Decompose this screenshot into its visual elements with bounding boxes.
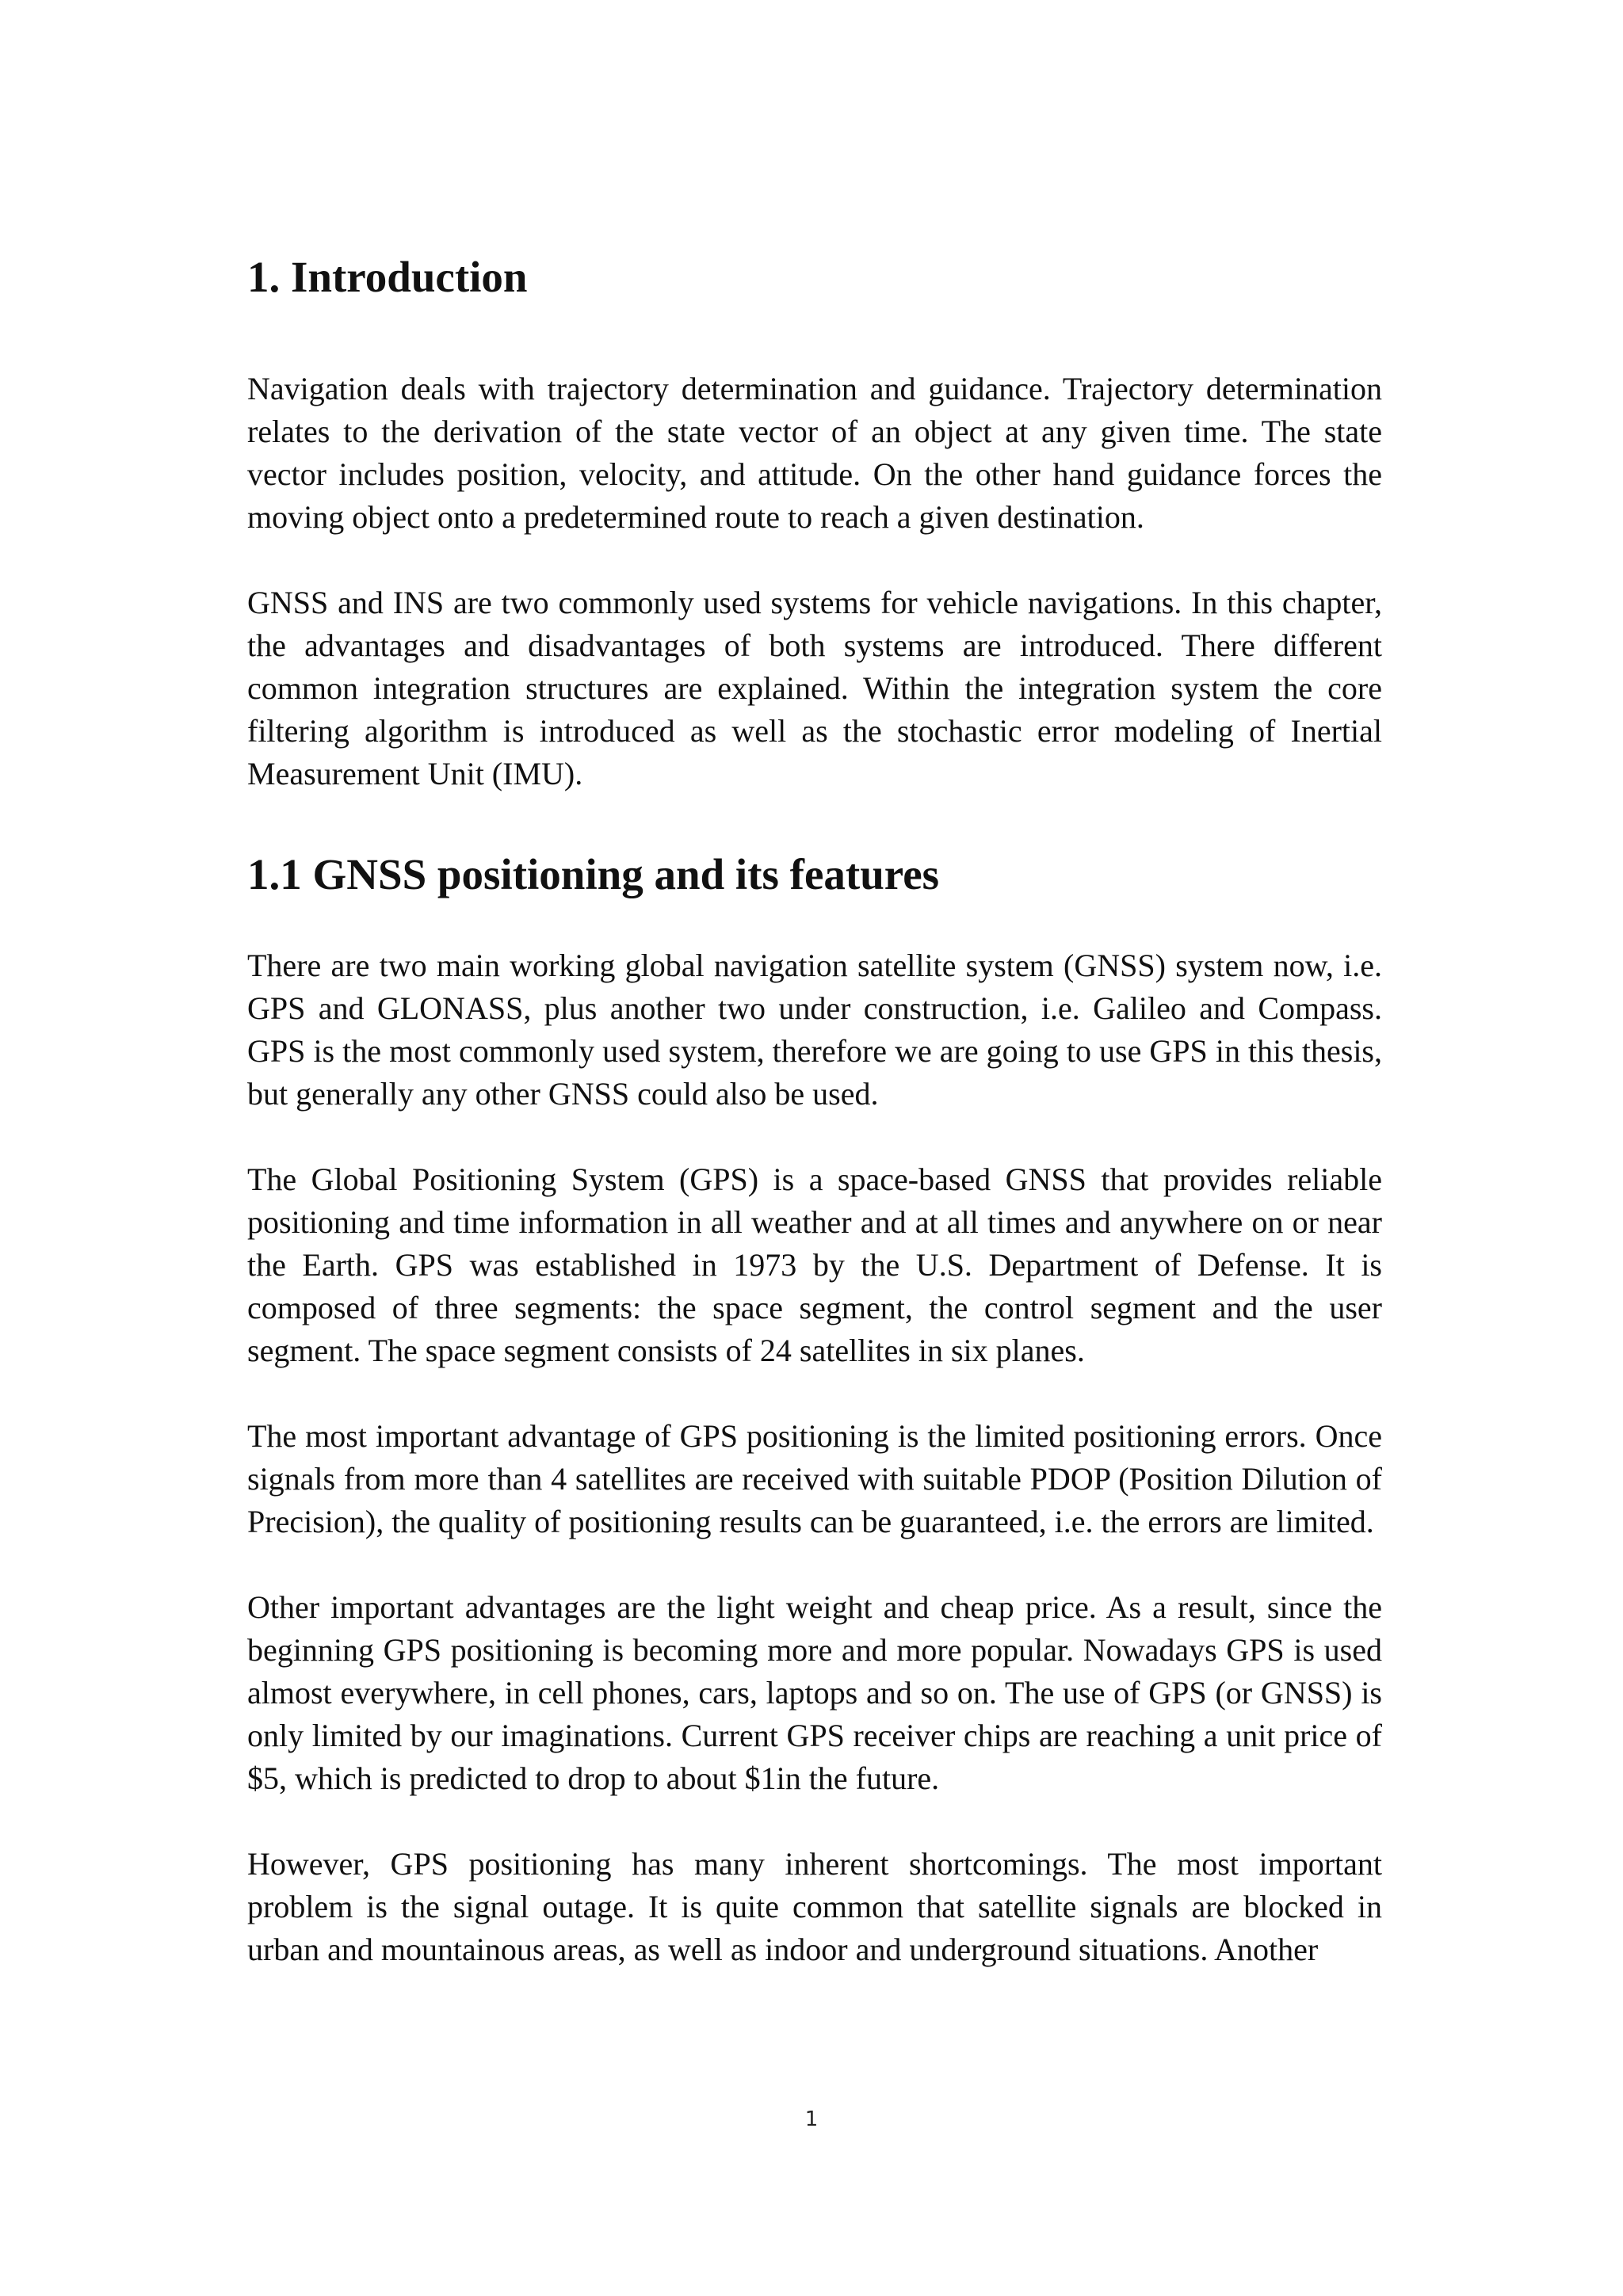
paragraph-gps-description: The Global Positioning System (GPS) is a space-based GNSS that provides reliable positioning and time information in all weather and at all times and anywhere on or near the Earth. GPS was established in 1973 by the U.S. Department of Defense. It is composed of three segments: the space segment, the control segment and the user segment. The space segment consists of 24 satellites in six planes.: [247, 1161, 1382, 1368]
chapter-title: 1. Introduction: [247, 253, 528, 301]
paragraph-gnss-systems: There are two main working global navigation satellite system (GNSS) system now, i.e. GPS and GLONASS, plus another two under construction, i.e. Galileo and Compass. GPS is the most commonly used system, therefore we are going to use GPS in this thesis, but generally any other GNSS could also be used.: [247, 948, 1382, 1112]
spacer: [247, 1372, 1382, 1415]
paragraph-other-advantages: Other important advantages are the light weight and cheap price. As a result, since the beginning GPS positioning is becoming more and more popular. Nowadays GPS is used almost everywhere, in cell phones, cars, laptops and so on. The use of GPS (or GNSS) is only limited by our imaginations. Current GPS receiver chips are reaching a unit price of $5, which is predicted to drop to about $1in the future.: [247, 1589, 1382, 1796]
paragraph-gps-shortcomings: However, GPS positioning has many inherent shortcomings. The most important problem is the signal outage. It is quite common that satellite signals are blocked in urban and mountainous areas, as well as indoor and underground situations. Another: [247, 1846, 1382, 1967]
spacer: [247, 1116, 1382, 1158]
spacer: [247, 1543, 1382, 1586]
paragraph-navigation: Navigation deals with trajectory determination and guidance. Trajectory determination relates to the derivation of the state vector of an object at any given time. The state vector includes position, velocity, and attitude. On the other hand guidance forces the moving object onto a predetermined route to reach a given destination.: [247, 371, 1382, 535]
paragraph-gnss-ins: GNSS and INS are two commonly used systems for vehicle navigations. In this chapter, the advantages and disadvantages of both systems are introduced. There different common integration structures are explained. Within the integration system the core filtering algorithm is introduced as well as the stochastic error modeling of Inertial Measurement Unit (IMU).: [247, 585, 1382, 791]
spacer: [247, 539, 1382, 582]
spacer: [247, 795, 1382, 845]
paragraph-gps-advantage: The most important advantage of GPS positioning is the limited positioning errors. Once signals from more than 4 satellites are received with suitable PDOP (Position Dilution of Precision), the quality of positioning results can be guaranteed, i.e. the errors are limited.: [247, 1418, 1382, 1539]
spacer: [247, 905, 1382, 944]
spacer: [247, 307, 1382, 368]
page-content: [247, 247, 1382, 1971]
spacer: [247, 1800, 1382, 1843]
section-title: 1.1 GNSS positioning and its features: [247, 850, 940, 898]
page-number: 1: [804, 2107, 819, 2131]
